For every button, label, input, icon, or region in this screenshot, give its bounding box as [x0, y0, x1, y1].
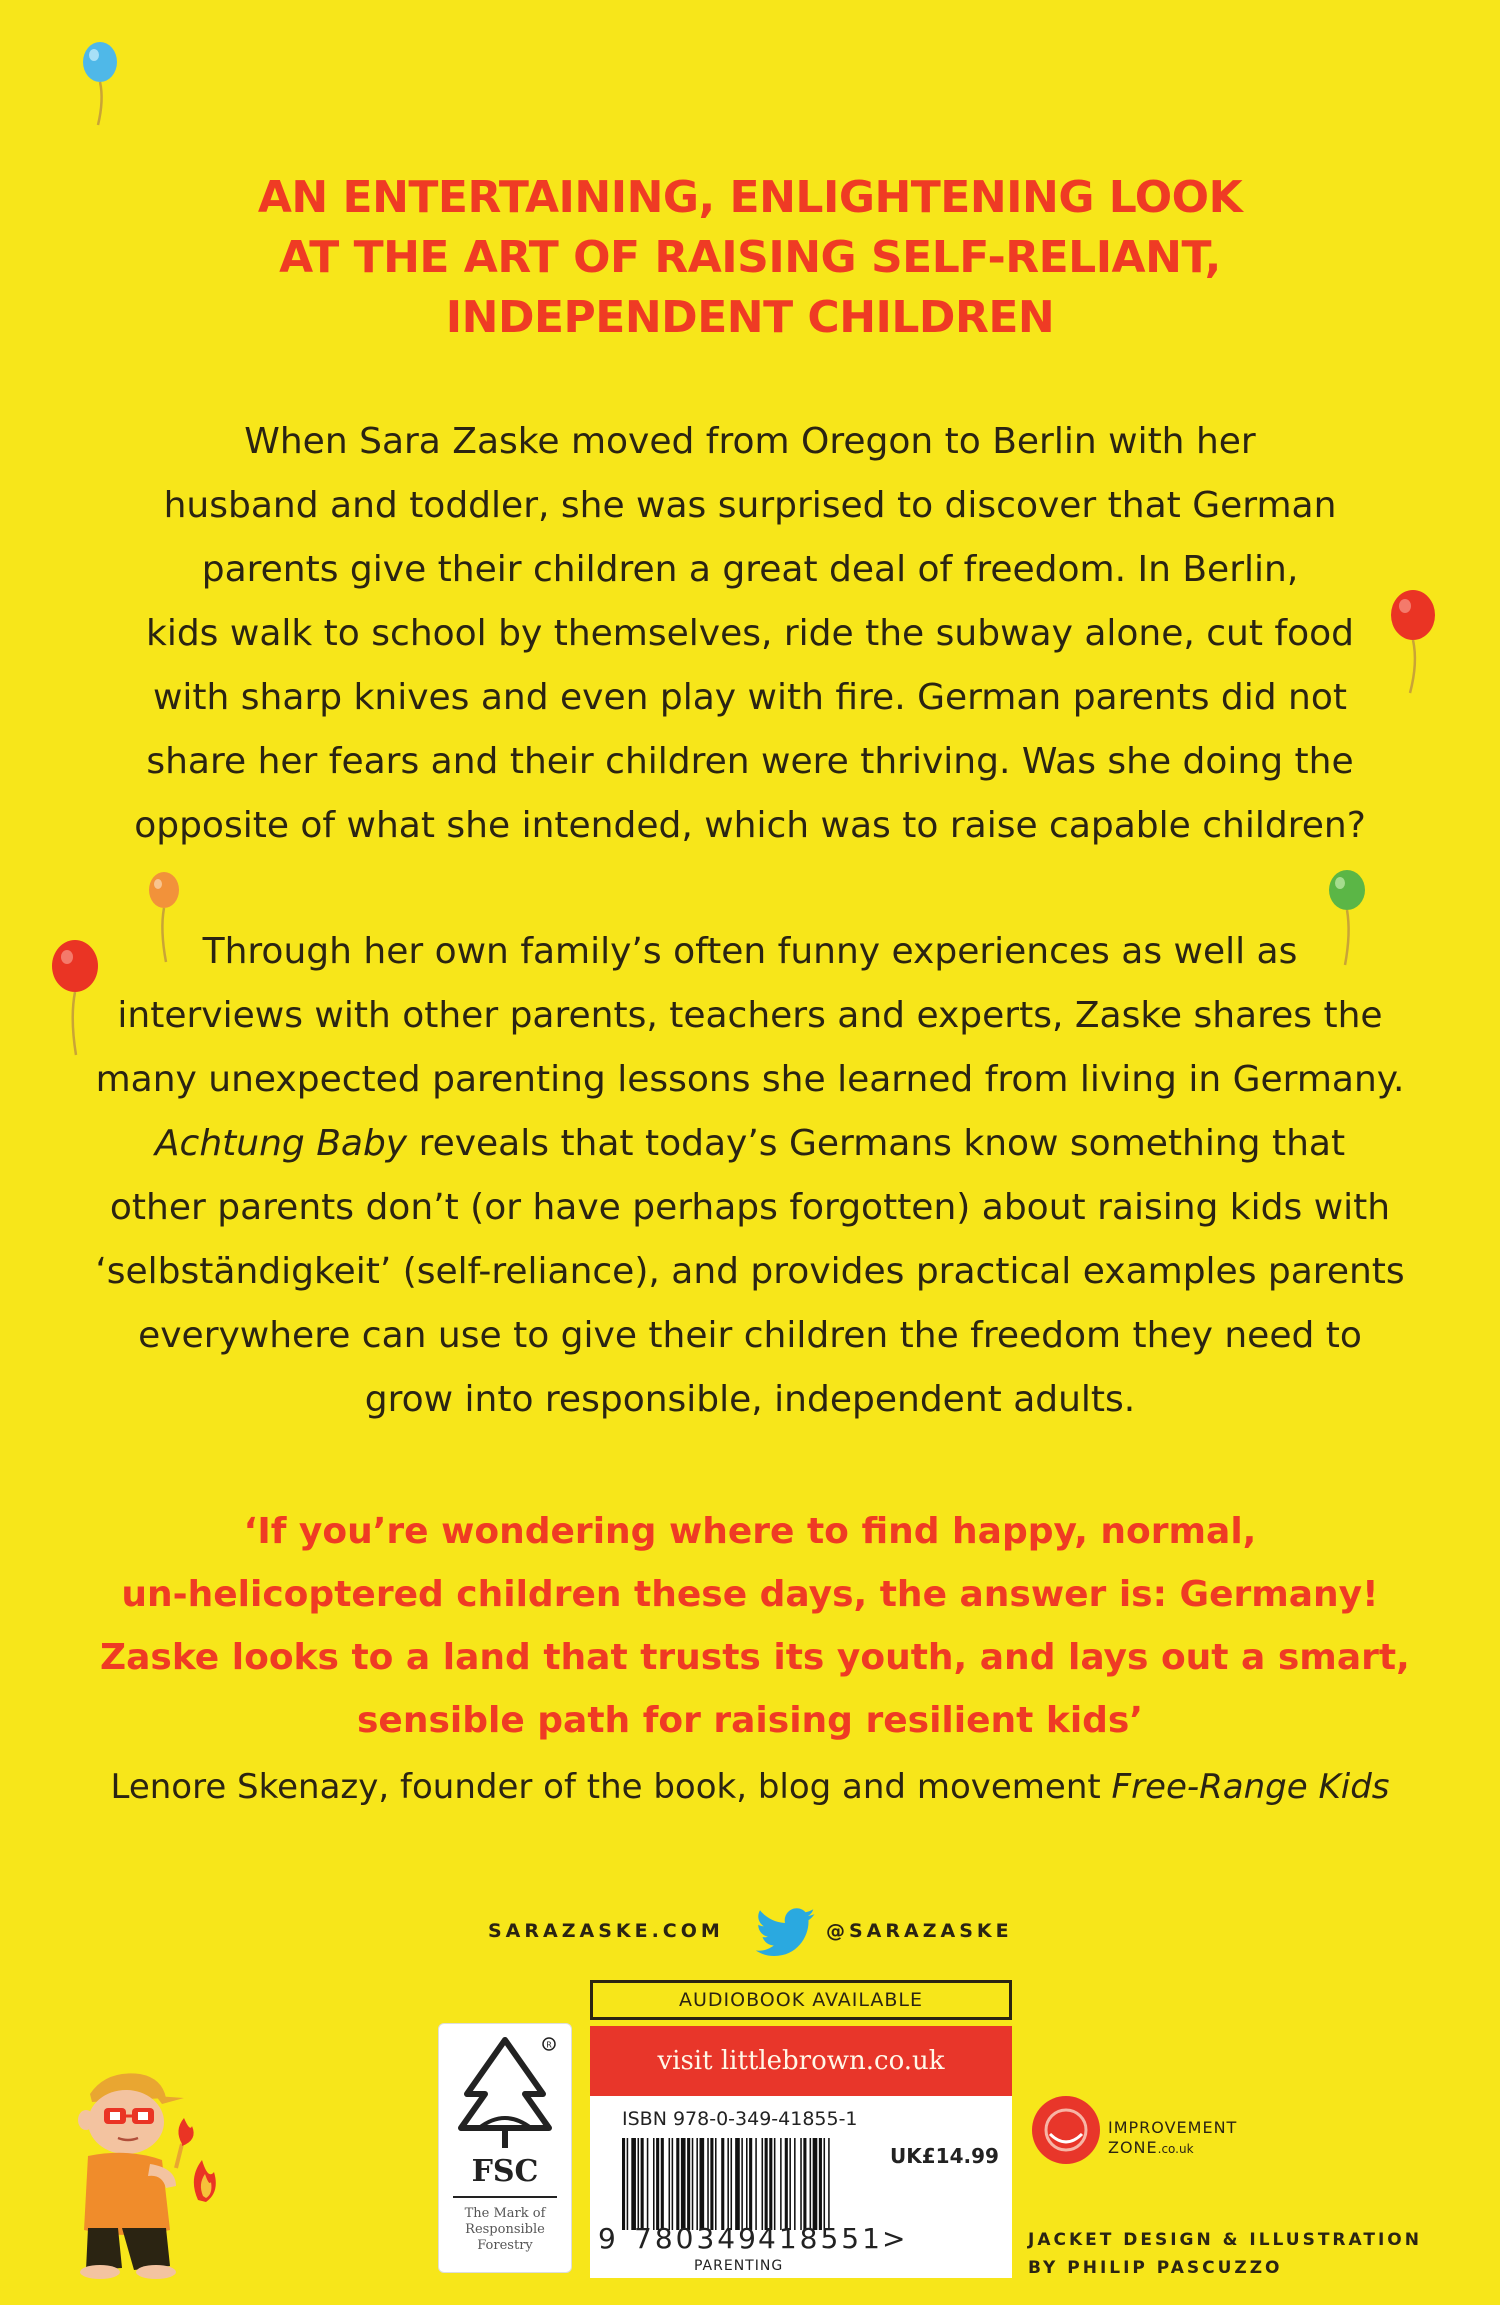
barcode-bar — [631, 2138, 636, 2230]
headline-line: INDEPENDENT CHILDREN — [445, 292, 1055, 343]
barcode-bar — [696, 2138, 698, 2230]
barcode-bar — [653, 2138, 655, 2230]
quote-line: Zaske looks to a land that trusts its youth, and lays out a smart, — [100, 1637, 1410, 1678]
barcode-chevron: > — [882, 2222, 906, 2255]
barcode-bar — [803, 2138, 806, 2230]
barcode-bar — [824, 2138, 826, 2230]
synopsis-paragraph-1 — [60, 410, 1440, 858]
text-line: interviews with other parents, teachers and experts, Zaske shares the — [117, 995, 1383, 1036]
barcode-bar — [727, 2138, 729, 2230]
publisher-name-line: IMPROVEMENT — [1108, 2118, 1238, 2137]
barcode-number-last: 418551 — [758, 2222, 883, 2255]
jacket-credit — [1028, 2226, 1422, 2282]
barcode-bar — [622, 2138, 625, 2230]
barcode-bar — [828, 2138, 830, 2230]
text-line: parents give their children a great deal of freedom. In Berlin, — [201, 549, 1299, 590]
barcode-bar — [765, 2138, 768, 2230]
improvement-zone-logo — [1030, 2094, 1102, 2166]
barcode-bar — [681, 2138, 686, 2230]
barcode-bar — [656, 2138, 659, 2230]
quote-line: un-helicoptered children these days, the answer is: Germany! — [121, 1574, 1379, 1615]
barcode-number-first: 9 — [598, 2222, 616, 2255]
text-line: Through her own family’s often funny experiences as well as — [202, 931, 1298, 972]
barcode-bar — [785, 2138, 788, 2230]
headline-line: AT THE ART OF RAISING SELF-RELIANT, — [279, 232, 1221, 283]
barcode-bar — [749, 2138, 752, 2230]
barcode-bar — [789, 2138, 791, 2230]
publisher-website-link[interactable]: visit littlebrown.co.uk — [590, 2026, 1012, 2096]
barcode-bar — [780, 2138, 782, 2230]
barcode-bar — [819, 2138, 822, 2230]
barcode-bar — [735, 2138, 740, 2230]
barcode-bar — [755, 2138, 757, 2230]
barcode-bar — [746, 2138, 748, 2230]
price-label: UK£14.99 — [890, 2144, 999, 2168]
boy-illustration — [58, 2060, 218, 2280]
attribution-book-title: Free-Range Kids — [1111, 1767, 1390, 1807]
credit-line: JACKET DESIGN & ILLUSTRATION — [1028, 2230, 1422, 2250]
text-line: ‘selbständigkeit’ (self-reliance), and provides practical examples parents — [95, 1251, 1405, 1292]
barcode-bar — [794, 2138, 796, 2230]
barcode-bar — [774, 2138, 776, 2230]
barcode-bar — [700, 2138, 705, 2230]
barcode-bar — [769, 2138, 772, 2230]
text-line: kids walk to school by themselves, ride the subway alone, cut food — [145, 613, 1355, 654]
barcode-bar — [669, 2138, 671, 2230]
synopsis-paragraph-2 — [60, 920, 1440, 1432]
barcode-bar — [800, 2138, 802, 2230]
barcode-bar — [687, 2138, 690, 2230]
balloon-blue-icon — [80, 40, 120, 130]
barcode-bar — [741, 2138, 743, 2230]
text-line: husband and toddler, she was surprised to discover that German — [163, 485, 1337, 526]
barcode-bar — [715, 2138, 717, 2230]
review-quote — [100, 1500, 1410, 1752]
barcode-panel — [590, 2096, 1012, 2278]
text-fragment: reveals that today’s Germans know something that — [407, 1123, 1346, 1164]
fsc-tagline-line: Responsible — [465, 2222, 545, 2237]
twitter-handle-link[interactable]: @SARAZASKE — [826, 1920, 1013, 1942]
barcode-bar — [641, 2138, 644, 2230]
publisher-name — [1108, 2118, 1237, 2159]
text-line: many unexpected parenting lessons she learned from living in Germany. — [95, 1059, 1405, 1100]
attribution-text: Lenore Skenazy, founder of the book, blog and movement — [110, 1767, 1112, 1807]
fsc-tagline-line: The Mark of — [464, 2206, 546, 2221]
text-line: with sharp knives and even play with fire. German parents did not — [152, 677, 1347, 718]
fsc-tagline — [439, 2206, 571, 2254]
text-line — [60, 1112, 1440, 1176]
barcode-bar — [627, 2138, 629, 2230]
publisher-name-suffix: .co.uk — [1157, 2142, 1194, 2156]
website-link[interactable]: SARAZASKE.COM — [488, 1920, 724, 1942]
quote-line: ‘If you’re wondering where to find happy, normal, — [243, 1511, 1257, 1552]
barcode-bar — [810, 2138, 812, 2230]
quote-line: sensible path for raising resilient kids’ — [356, 1700, 1144, 1741]
publisher-name-zone: ZONE — [1108, 2138, 1158, 2157]
barcode-bar — [647, 2138, 649, 2230]
isbn-text: ISBN 978-0-349-41855-1 — [622, 2108, 858, 2130]
text-line: When Sara Zaske moved from Oregon to Berlin with her — [244, 421, 1256, 462]
twitter-bird-icon — [756, 1908, 816, 1958]
barcode-bar — [672, 2138, 674, 2230]
text-line: opposite of what she intended, which was to raise capable children? — [134, 805, 1366, 846]
category-label: PARENTING — [694, 2258, 784, 2274]
quote-attribution — [60, 1762, 1440, 1812]
headline — [150, 168, 1350, 348]
barcode-bar — [638, 2138, 640, 2230]
barcode-bar — [676, 2138, 679, 2230]
fsc-tagline-line: Forestry — [477, 2238, 533, 2253]
barcode-bar — [661, 2138, 664, 2230]
svg-text:R: R — [546, 2040, 552, 2050]
barcode-bar — [762, 2138, 764, 2230]
fsc-label: FSC — [471, 2154, 539, 2189]
barcode — [622, 2138, 892, 2230]
barcode-bar — [710, 2138, 713, 2230]
barcode-bar — [707, 2138, 709, 2230]
barcode-number-mid: 780349 — [634, 2222, 759, 2255]
text-line: everywhere can use to give their children the freedom they need to — [138, 1315, 1362, 1356]
fsc-logo — [438, 2023, 572, 2273]
barcode-bar — [721, 2138, 724, 2230]
fsc-tree-icon — [439, 2024, 571, 2154]
publisher-name-line — [1108, 2138, 1237, 2159]
text-line: other parents don’t (or have perhaps forgotten) about raising kids with — [109, 1187, 1391, 1228]
barcode-bar — [731, 2138, 733, 2230]
credit-line: BY PHILIP PASCUZZO — [1028, 2258, 1283, 2278]
barcode-bar — [692, 2138, 694, 2230]
text-line: share her fears and their children were thriving. Was she doing the — [146, 741, 1354, 782]
text-line: grow into responsible, independent adults. — [364, 1379, 1136, 1420]
audiobook-label: AUDIOBOOK AVAILABLE — [590, 1980, 1012, 2020]
barcode-bar — [813, 2138, 818, 2230]
book-title: Achtung Baby — [154, 1123, 408, 1164]
headline-line: AN ENTERTAINING, ENLIGHTENING LOOK — [257, 172, 1243, 223]
